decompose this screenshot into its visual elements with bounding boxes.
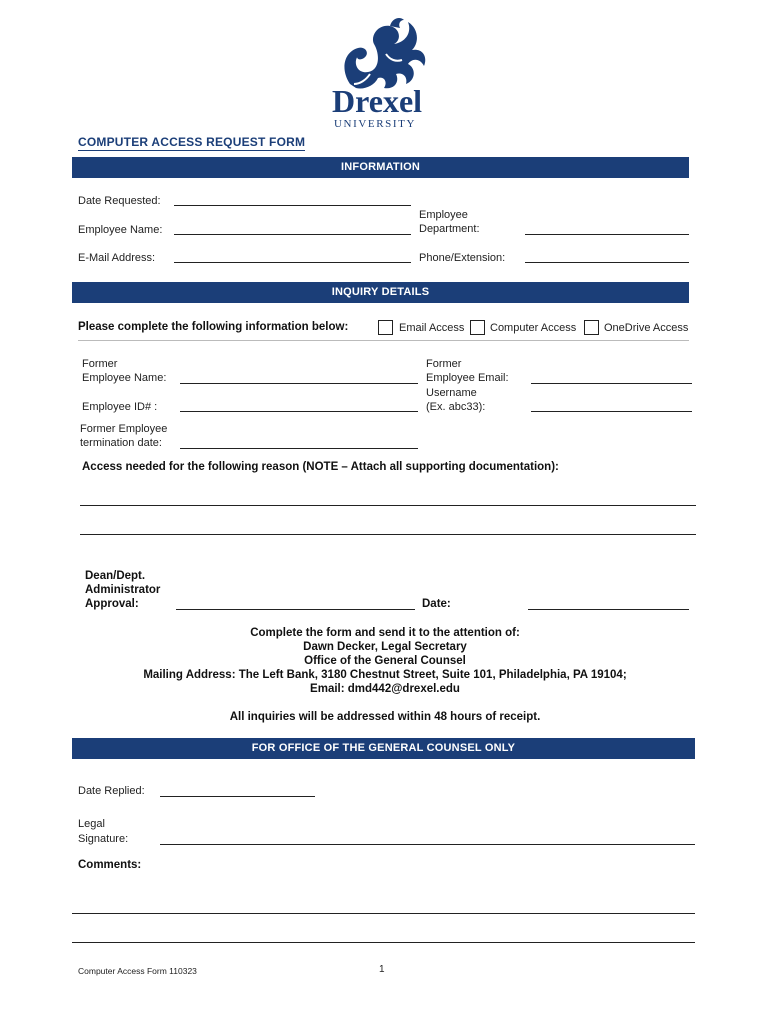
- email-field[interactable]: [174, 262, 411, 263]
- termination-date-label-1: Former Employee: [80, 423, 168, 435]
- employee-department-field[interactable]: [525, 234, 689, 235]
- legal-signature-label-2: Signature:: [78, 833, 129, 845]
- employee-department-label-1: Employee: [419, 209, 468, 221]
- former-name-field[interactable]: [180, 383, 418, 384]
- former-name-label-1: Former: [82, 358, 118, 370]
- form-id-footer: Computer Access Form 110323: [78, 966, 197, 976]
- contact-line-1: Complete the form and send it to the attention of:: [250, 627, 520, 639]
- information-header: INFORMATION: [72, 157, 689, 178]
- approval-label-2: Administrator: [85, 584, 161, 596]
- approval-date-label: Date:: [422, 598, 451, 610]
- employee-name-label: Employee Name:: [78, 224, 163, 236]
- termination-date-field[interactable]: [180, 448, 418, 449]
- email-label: E-Mail Address:: [78, 252, 156, 264]
- date-replied-label: Date Replied:: [78, 785, 145, 797]
- drexel-logo: [330, 14, 442, 132]
- username-label-2: (Ex. abc33):: [426, 401, 486, 413]
- approval-signature-field[interactable]: [176, 609, 415, 610]
- approval-label-1: Dean/Dept.: [85, 570, 146, 582]
- computer-access-label: Computer Access: [490, 322, 577, 334]
- employee-id-field[interactable]: [180, 411, 418, 412]
- approval-label-3: Approval:: [85, 598, 139, 610]
- form-title: COMPUTER ACCESS REQUEST FORM: [78, 135, 306, 149]
- former-name-label-2: Employee Name:: [82, 372, 167, 384]
- username-label-1: Username: [426, 387, 477, 399]
- computer-access-checkbox[interactable]: [470, 320, 485, 335]
- employee-id-label: Employee ID# :: [82, 401, 158, 413]
- inquiry-details-header: INQUIRY DETAILS: [72, 282, 689, 303]
- contact-line-2: Dawn Decker, Legal Secretary: [303, 641, 467, 653]
- response-note: All inquiries will be addressed within 48 hours of receipt.: [229, 711, 541, 723]
- date-requested-field[interactable]: [174, 205, 411, 206]
- employee-department-label-2: Department:: [419, 223, 480, 235]
- email-access-label: Email Access: [399, 322, 465, 334]
- former-email-label-2: Employee Email:: [426, 372, 509, 384]
- onedrive-access-checkbox[interactable]: [584, 320, 599, 335]
- legal-signature-field[interactable]: [160, 844, 695, 845]
- phone-label: Phone/Extension:: [419, 252, 506, 264]
- comments-line-2[interactable]: [72, 942, 695, 943]
- legal-signature-label-1: Legal: [78, 818, 105, 830]
- onedrive-access-label: OneDrive Access: [604, 322, 689, 334]
- reason-line-2[interactable]: [80, 534, 696, 535]
- email-access-checkbox[interactable]: [378, 320, 393, 335]
- contact-line-3: Office of the General Counsel: [304, 655, 466, 667]
- dragon-icon: [330, 14, 442, 94]
- former-email-field[interactable]: [531, 383, 692, 384]
- approval-date-field[interactable]: [528, 609, 689, 610]
- contact-line-4: Mailing Address: The Left Bank, 3180 Chestnut Street, Suite 101, Philadelphia, PA 19104;: [143, 669, 627, 681]
- office-use-header: FOR OFFICE OF THE GENERAL COUNSEL ONLY: [72, 738, 695, 759]
- page-number: 1: [379, 964, 385, 975]
- date-requested-label: Date Requested:: [78, 195, 161, 207]
- username-field[interactable]: [531, 411, 692, 412]
- termination-date-label-2: termination date:: [80, 437, 162, 449]
- reason-line-1[interactable]: [80, 505, 696, 506]
- employee-name-field[interactable]: [174, 234, 411, 235]
- comments-label: Comments:: [78, 859, 142, 871]
- inquiry-prompt: Please complete the following information below:: [78, 321, 349, 333]
- divider: [78, 340, 689, 341]
- logo-subtext: UNIVERSITY: [334, 118, 416, 130]
- logo-wordmark: Drexel: [332, 83, 423, 119]
- contact-email: Email: dmd442@drexel.edu: [310, 683, 460, 695]
- reason-label: Access needed for the following reason (NOTE – Attach all supporting documentation):: [82, 461, 559, 473]
- comments-line-1[interactable]: [72, 913, 695, 914]
- former-email-label-1: Former: [426, 358, 462, 370]
- date-replied-field[interactable]: [160, 796, 315, 797]
- phone-field[interactable]: [525, 262, 689, 263]
